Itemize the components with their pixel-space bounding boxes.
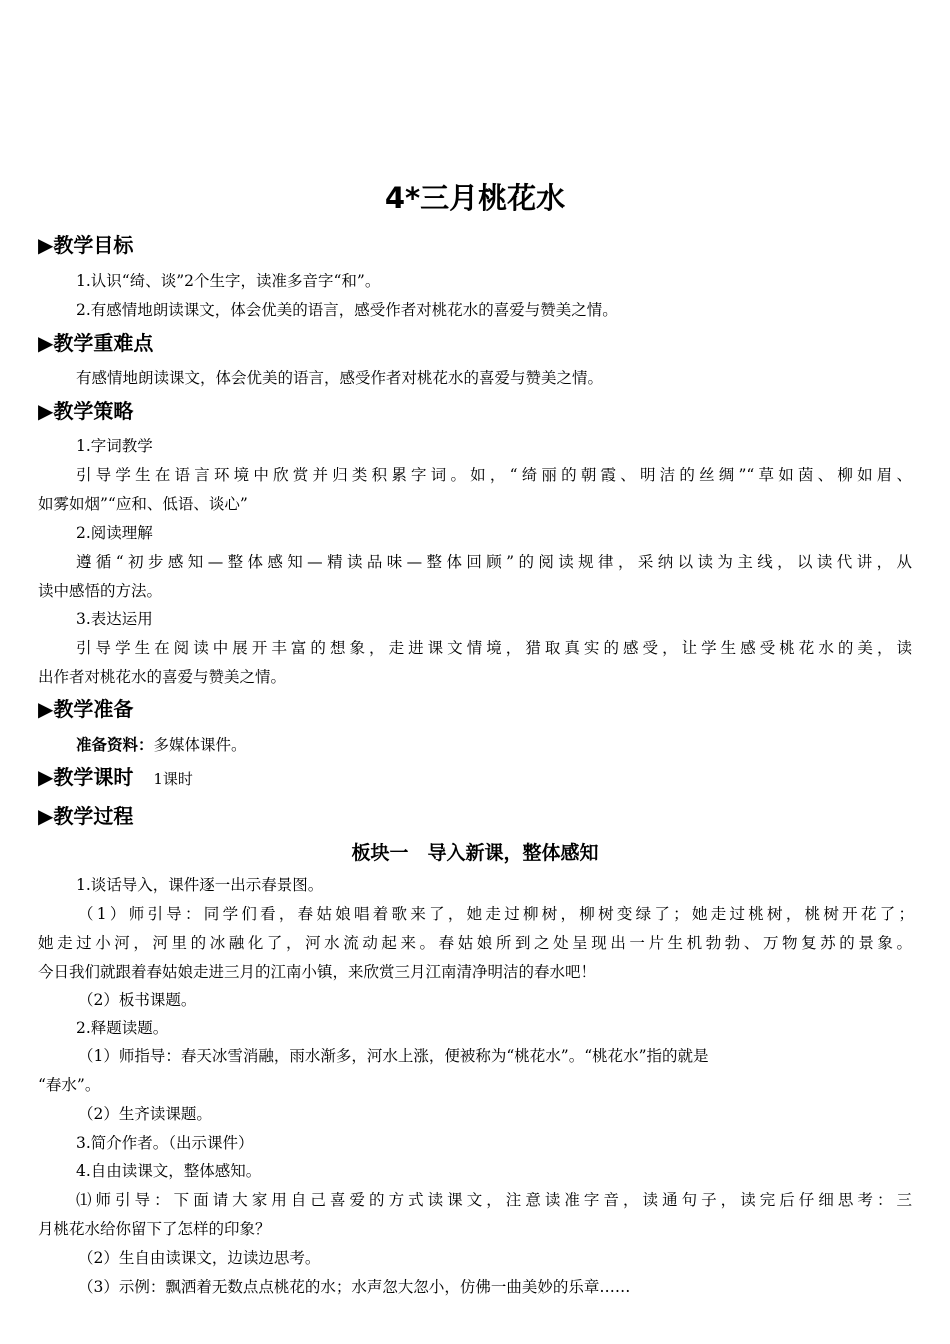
- section-heading-preparation: ▶教学准备: [38, 697, 134, 721]
- goal-item-2: 2.有感情地朗读课文，体会优美的语言，感受作者对桃花水的喜爱与赞美之情。: [76, 301, 618, 319]
- section-heading-goals: ▶教学目标: [38, 233, 134, 257]
- process-line-13: 月桃花水给你留下了怎样的印象？: [38, 1220, 271, 1238]
- process-line-3: 她走过小河，河里的冰融化了，河水流动起来。春姑娘所到之处呈现出一片生机勃勃、万物复苏的景象。: [38, 934, 912, 952]
- process-line-4: 今日我们就跟着春姑娘走进三月的江南小镇，来欣赏三月江南清净明洁的春水吧！: [38, 963, 597, 981]
- periods-value: 1课时: [153, 770, 193, 788]
- process-line-5: （2）板书课题。: [78, 991, 197, 1009]
- strategy-paragraph-2-line-2: 读中感悟的方法。: [38, 582, 163, 600]
- section-heading-strategy: ▶教学策略: [38, 399, 134, 423]
- process-line-8: “春水”。: [38, 1076, 101, 1094]
- block-one-title: 板块一 导入新课，整体感知: [351, 842, 599, 864]
- strategy-heading-2: 2.阅读理解: [76, 524, 153, 542]
- goal-item-1: 1.认识“绮、谈”2个生字，读准多音字“和”。: [76, 272, 381, 290]
- document-title: 4*三月桃花水: [384, 181, 566, 215]
- preparation-label: 准备资料：: [76, 735, 154, 754]
- strategy-heading-1: 1.字词教学: [76, 437, 153, 455]
- process-line-7: （1）师指导：春天冰雪消融，雨水渐多，河水上涨，便被称为“桃花水”。“桃花水”指的就是: [78, 1047, 709, 1065]
- section-heading-periods: ▶教学课时: [38, 765, 134, 789]
- process-line-6: 2.释题读题。: [76, 1019, 169, 1037]
- process-line-1: 1.谈话导入，课件逐一出示春景图。: [76, 876, 324, 894]
- process-line-2: （1）师引导：同学们看，春姑娘唱着歌来了，她走过柳树，柳树变绿了；她走过桃树，桃树开花了；: [78, 905, 914, 923]
- section-heading-process: ▶教学过程: [38, 804, 134, 828]
- key-points-text: 有感情地朗读课文，体会优美的语言，感受作者对桃花水的喜爱与赞美之情。: [76, 369, 604, 387]
- strategy-paragraph-3-line-1: 引导学生在阅读中展开丰富的想象，走进课文情境，猎取真实的感受，让学生感受桃花水的美，读: [76, 639, 912, 657]
- process-line-12: ⑴师引导：下面请大家用自己喜爱的方式读课文，注意读准字音，读通句子，读完后仔细思考：三: [76, 1191, 912, 1209]
- strategy-heading-3: 3.表达运用: [76, 610, 153, 628]
- process-line-11: 4.自由读课文，整体感知。: [76, 1162, 262, 1180]
- strategy-paragraph-1-line-2: 如雾如烟”“应和、低语、谈心”: [38, 495, 248, 513]
- preparation-line: [76, 730, 912, 759]
- process-line-10: 3.简介作者。（出示课件）: [76, 1134, 254, 1152]
- process-line-14: （2）生自由读课文，边读边思考。: [78, 1249, 321, 1267]
- strategy-paragraph-2-line-1: 遵循“初步感知—整体感知—精读品味—整体回顾”的阅读规律，采纳以读为主线，以读代讲，从: [76, 553, 912, 571]
- strategy-paragraph-1-line-1: 引导学生在语言环境中欣赏并归类积累字词。如，“绮丽的朝霞、明洁的丝绸”“草如茵、柳如眉、: [76, 466, 912, 484]
- process-line-15: （3）示例：飘洒着无数点点桃花的水；水声忽大忽小，仿佛一曲美妙的乐章……: [78, 1278, 631, 1296]
- section-heading-key-points: ▶教学重难点: [38, 331, 154, 355]
- process-line-9: （2）生齐读课题。: [78, 1105, 212, 1123]
- strategy-paragraph-3-line-2: 出作者对桃花水的喜爱与赞美之情。: [38, 668, 287, 686]
- section-heading-periods-row: [38, 763, 193, 791]
- preparation-value: 多媒体课件。: [153, 736, 247, 754]
